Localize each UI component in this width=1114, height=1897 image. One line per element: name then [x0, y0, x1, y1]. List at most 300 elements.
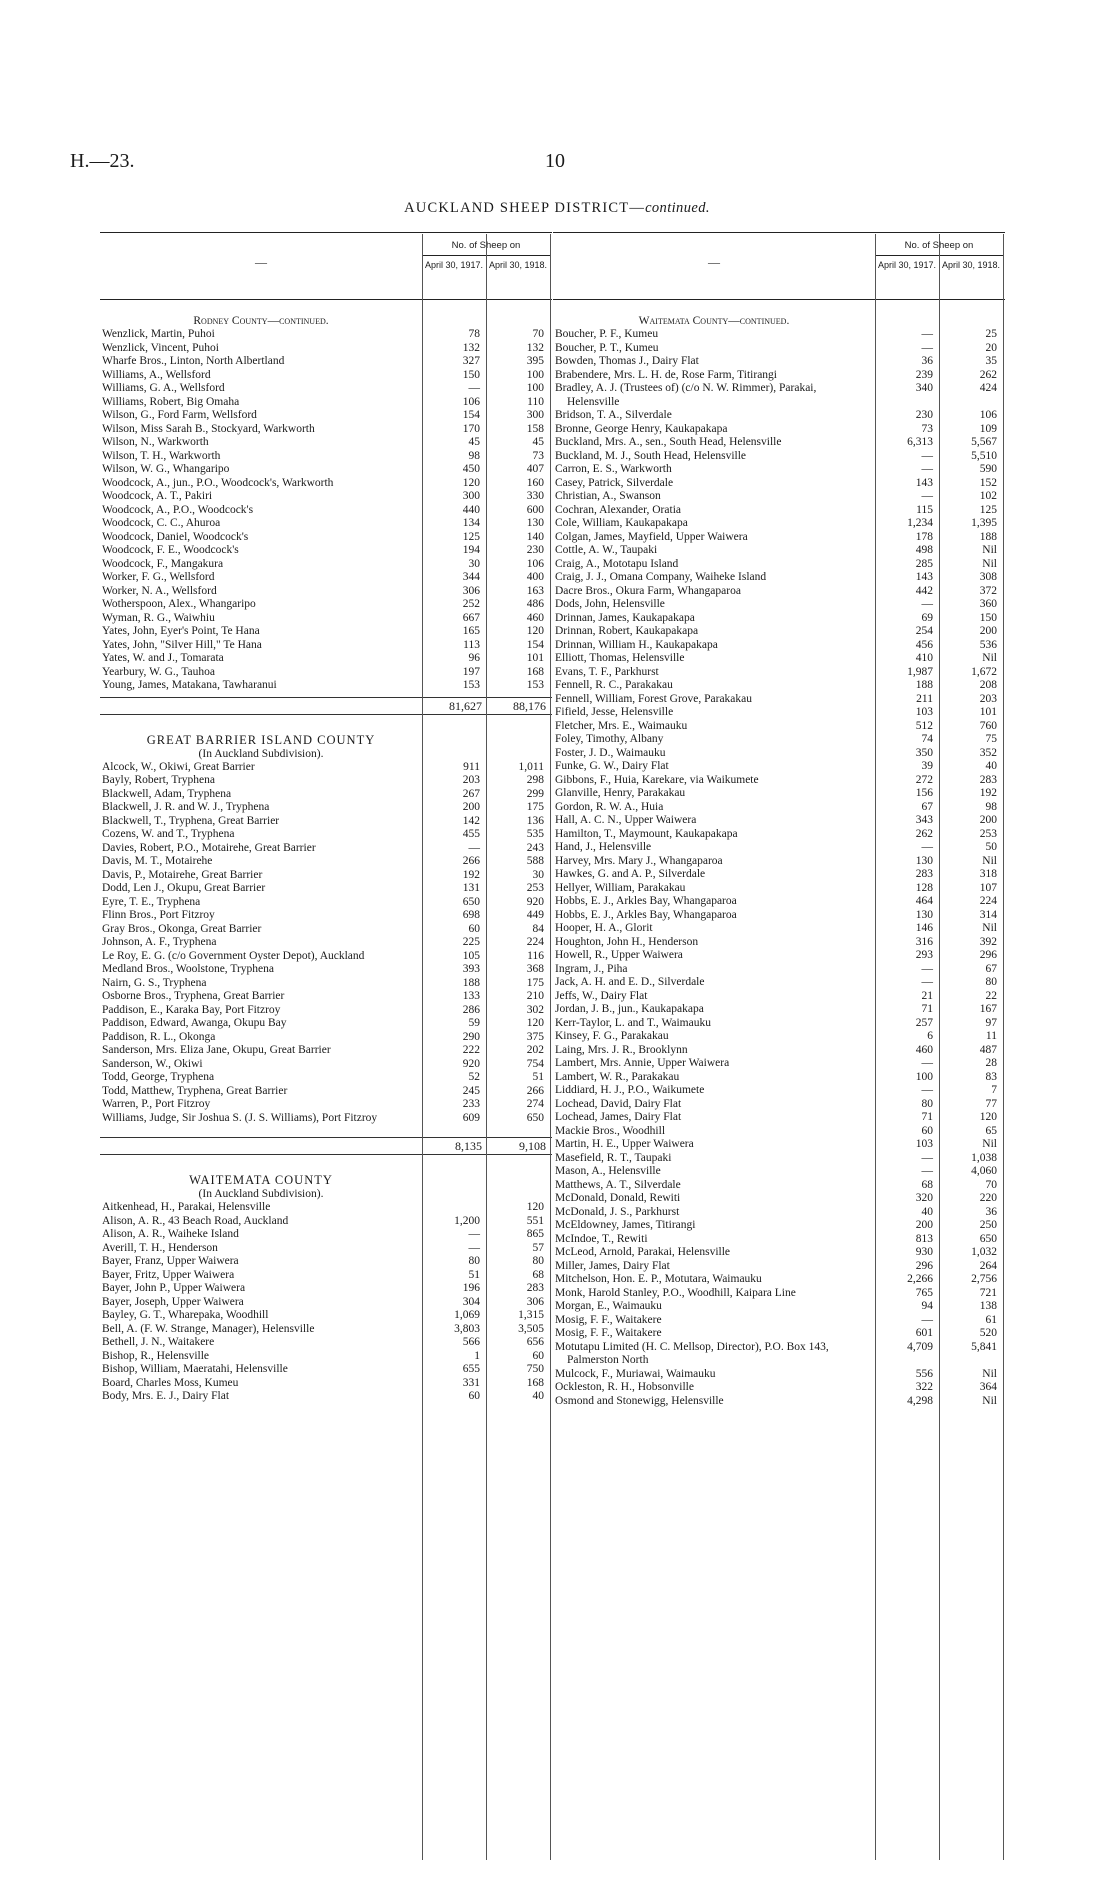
table-row: [553, 706, 1005, 720]
row-name: Aitkenhead, H., Parakai, Helensville: [102, 1201, 271, 1213]
row-1917: —: [921, 1313, 933, 1326]
row-name: Warren, P., Port Fitzroy: [102, 1098, 211, 1110]
row-1918: 920: [526, 895, 544, 908]
table-row: [553, 585, 1005, 599]
table-row: [553, 1030, 1005, 1044]
table-row: [553, 1206, 1005, 1220]
row-name: Blackwell, J. R. and W. J., Tryphena: [102, 801, 270, 813]
row-1918: 283: [979, 773, 997, 786]
row-name: Martin, H. E., Upper Waiwera: [555, 1138, 694, 1150]
table-row: [553, 1017, 1005, 1031]
table-row: [100, 923, 552, 937]
row-1917: 331: [462, 1376, 480, 1389]
row-1917: 96: [468, 652, 480, 664]
total-1917: 8,135: [455, 1139, 482, 1153]
row-1918: 158: [526, 422, 544, 435]
row-1918: Nil: [982, 1394, 997, 1407]
table-body: [553, 300, 1005, 1860]
table-row: [100, 1336, 552, 1350]
row-name: Cochran, Alexander, Oratia: [555, 503, 681, 516]
row-name: Le Roy, E. G. (c/o Government Oyster Depot), Auckland: [102, 949, 365, 962]
row-1917: 133: [462, 990, 480, 1002]
row-1918: 299: [526, 787, 544, 800]
table-row: [100, 1269, 552, 1283]
row-1918: 130: [526, 517, 544, 529]
row-name: Wenzlick, Martin, Puhoi: [102, 328, 215, 340]
row-1918: 1,038: [971, 1151, 997, 1164]
table-row: [553, 760, 1005, 774]
row-name: Howell, R., Upper Waiwera: [555, 949, 683, 961]
row-1917: 440: [462, 503, 480, 516]
row-1917: 911: [463, 760, 480, 773]
row-1918: 650: [979, 1232, 997, 1245]
table-row: [100, 1112, 552, 1126]
row-1917: —: [921, 1165, 933, 1177]
row-name: Jordan, J. B., jun., Kaukapakapa: [555, 1003, 704, 1015]
row-1918: 84: [532, 922, 544, 935]
row-1917: 103: [915, 1138, 933, 1150]
table-row: [553, 990, 1005, 1004]
row-1918: 298: [526, 774, 544, 786]
row-1917: 69: [921, 611, 933, 624]
row-1918: 106: [526, 557, 544, 570]
row-1917: —: [468, 1241, 480, 1254]
row-name: Gordon, R. W. A., Huia: [555, 800, 664, 813]
table-row: [100, 1309, 552, 1323]
row-1918: 407: [526, 463, 544, 475]
table-row: [100, 761, 552, 775]
row-name: Woodcock, Daniel, Woodcock's: [102, 530, 249, 543]
row-name: Bradley, A. J. (Trustees of) (c/o N. W. Rimmer), Parakai, Helensville: [555, 382, 817, 408]
table-row: [553, 814, 1005, 828]
row-1917: 320: [915, 1192, 933, 1204]
table-row: [553, 477, 1005, 491]
row-1918: 220: [979, 1192, 997, 1204]
column-rule: [486, 234, 487, 1860]
row-1918: 11: [985, 1030, 997, 1042]
table-row: [553, 463, 1005, 477]
row-1918: 208: [979, 679, 997, 691]
table-row: [100, 1031, 552, 1045]
row-1917: 142: [462, 814, 480, 827]
row-1917: 67: [921, 800, 933, 813]
row-name: Funke, G. W., Dairy Flat: [555, 760, 669, 772]
row-1918: 535: [526, 828, 544, 840]
row-1917: 60: [468, 922, 480, 935]
row-name: Harvey, Mrs. Mary J., Whangaparoa: [555, 854, 723, 867]
row-1918: 25: [985, 328, 997, 340]
row-name: Boucher, P. F., Kumeu: [555, 328, 659, 340]
row-1918: 536: [979, 638, 997, 651]
row-name: Williams, Judge, Sir Joshua S. (J. S. Williams), Port Fitzroy: [102, 1111, 378, 1124]
row-1918: 73: [532, 449, 544, 462]
row-1918: 760: [979, 719, 997, 732]
table-row: [100, 788, 552, 802]
row-1918: 120: [526, 1017, 544, 1029]
row-name: Wotherspoon, Alex., Whangaripo: [102, 598, 256, 610]
row-1917: 254: [915, 625, 933, 637]
row-1918: 274: [526, 1098, 544, 1110]
table-header: [553, 232, 1005, 300]
table-row: [553, 517, 1005, 531]
row-1917: 115: [916, 503, 933, 516]
section-total: [100, 697, 552, 715]
row-1917: [422, 1201, 486, 1215]
header-col1: April 30, 1917.: [424, 260, 484, 270]
row-1918: 296: [979, 949, 997, 961]
table-row: [553, 1368, 1005, 1382]
row-1917: 556: [915, 1367, 933, 1380]
row-name: Monk, Harold Stanley, P.O., Woodhill, Kaipara Line: [555, 1286, 796, 1299]
column-rule: [1003, 234, 1004, 1860]
table-row: [553, 1233, 1005, 1247]
row-name: Jack, A. H. and E. D., Silverdale: [555, 976, 705, 988]
row-1917: 211: [916, 692, 933, 705]
row-name: Brabendere, Mrs. L. H. de, Rose Farm, Titirangi: [555, 368, 777, 381]
row-name: Lochead, David, Dairy Flat: [555, 1097, 682, 1110]
row-1917: 609: [462, 1111, 480, 1124]
row-1917: 143: [915, 476, 933, 489]
row-name: Woodcock, F. E., Woodcock's: [102, 544, 239, 556]
table-row: [553, 1287, 1005, 1301]
row-name: Woodcock, C. C., Ahuroa: [102, 517, 221, 529]
row-name: Wilson, N., Warkworth: [102, 436, 209, 448]
row-1917: 45: [468, 436, 480, 448]
row-name: Colgan, James, Mayfield, Upper Waiwera: [555, 530, 748, 543]
table-row: [553, 382, 1005, 409]
row-1917: 60: [921, 1124, 933, 1137]
row-name: Bowden, Thomas J., Dairy Flat: [555, 355, 699, 367]
row-name: Alison, A. R., 43 Beach Road, Auckland: [102, 1214, 289, 1227]
table-row: [100, 355, 552, 369]
row-name: Matthews, A. T., Silverdale: [555, 1178, 681, 1191]
row-name: Bayer, Fritz, Upper Waiwera: [102, 1268, 235, 1281]
row-name: Williams, Robert, Big Omaha: [102, 395, 240, 408]
row-1918: 302: [526, 1003, 544, 1016]
row-name: Wyman, R. G., Waiwhiu: [102, 611, 215, 624]
row-1918: 188: [979, 530, 997, 543]
row-1917: 196: [462, 1282, 480, 1294]
table-row: [100, 571, 552, 585]
row-name: Wilson, W. G., Whangaripo: [102, 463, 230, 475]
row-1917: 230: [915, 409, 933, 421]
row-name: Kinsey, F. G., Parakakau: [555, 1030, 669, 1042]
row-name: Boucher, P. T., Kumeu: [555, 341, 659, 354]
row-1917: 60: [468, 1390, 480, 1402]
row-1918: 80: [985, 976, 997, 988]
row-1917: 667: [462, 611, 480, 624]
row-name: Bayer, Franz, Upper Waiwera: [102, 1255, 239, 1267]
table-row: [553, 355, 1005, 369]
row-1917: 286: [462, 1003, 480, 1016]
row-1918: 138: [979, 1300, 997, 1312]
row-1917: 460: [915, 1043, 933, 1056]
row-name: Worker, F. G., Wellsford: [102, 571, 215, 583]
row-name: Bayley, G. T., Wharepaka, Woodhill: [102, 1309, 269, 1321]
row-name: Woodcock, F., Mangakura: [102, 557, 224, 570]
row-1918: 153: [526, 679, 544, 691]
row-name: Hooper, H. A., Glorit: [555, 922, 653, 934]
row-1917: 601: [915, 1327, 933, 1339]
table-row: [100, 855, 552, 869]
row-1918: 107: [979, 881, 997, 894]
row-name: Gray Bros., Okonga, Great Barrier: [102, 922, 262, 935]
row-name: Christian, A., Swanson: [555, 490, 661, 502]
table-row: [553, 693, 1005, 707]
table-row: [100, 504, 552, 518]
table-row: [553, 1084, 1005, 1098]
row-name: Williams, G. A., Wellsford: [102, 382, 225, 394]
row-1917: —: [921, 341, 933, 354]
row-1918: 5,567: [971, 436, 997, 448]
table-row: [553, 1300, 1005, 1314]
row-1917: 283: [915, 868, 933, 880]
row-name: Woodcock, A. T., Pakiri: [102, 490, 213, 502]
table-row: [553, 801, 1005, 815]
row-1917: 125: [462, 530, 480, 543]
header-group: No. of Sheep on: [451, 240, 521, 251]
row-1917: 225: [462, 936, 480, 948]
row-1918: 203: [979, 692, 997, 705]
row-1917: 120: [462, 476, 480, 489]
row-1918: 120: [979, 1111, 997, 1123]
page-number: 10: [545, 150, 565, 172]
table-row: [553, 1003, 1005, 1017]
row-1917: 1,234: [907, 517, 933, 529]
row-1917: 128: [915, 881, 933, 894]
table-row: [100, 1363, 552, 1377]
row-1917: 200: [915, 1219, 933, 1231]
row-name: Bethell, J. N., Waitakere: [102, 1336, 215, 1348]
row-1917: 150: [462, 368, 480, 381]
row-1918: 22: [985, 989, 997, 1002]
row-1917: 272: [915, 773, 933, 786]
row-1918: 101: [526, 652, 544, 664]
row-1917: 1,987: [907, 665, 933, 678]
table-header: [100, 232, 552, 300]
table-row: [100, 1215, 552, 1229]
row-1918: 330: [526, 490, 544, 502]
row-1918: 253: [526, 882, 544, 894]
row-1918: 486: [526, 598, 544, 610]
table-row: [100, 1296, 552, 1310]
row-1918: 1,395: [971, 517, 997, 529]
row-1917: 455: [462, 828, 480, 840]
row-name: Casey, Patrick, Silverdale: [555, 476, 674, 489]
row-1918: 83: [985, 1070, 997, 1083]
row-1918: 106: [979, 409, 997, 421]
row-1918: 100: [526, 382, 544, 394]
row-name: Craig, J. J., Omana Company, Waiheke Island: [555, 571, 767, 583]
table-row: [553, 882, 1005, 896]
table-row: [553, 1381, 1005, 1395]
row-1917: 322: [915, 1381, 933, 1393]
row-1918: 2,756: [971, 1273, 997, 1285]
row-name: Blackwell, Adam, Tryphena: [102, 787, 232, 800]
row-1918: 721: [979, 1286, 997, 1299]
row-name: McIndoe, T., Rewiti: [555, 1232, 648, 1245]
table-row: [100, 531, 552, 545]
table-row: [553, 504, 1005, 518]
row-1918: 202: [526, 1044, 544, 1056]
row-1918: 449: [526, 909, 544, 921]
table-row: [553, 342, 1005, 356]
row-name: Bishop, William, Maeratahi, Helensville: [102, 1363, 288, 1375]
table-row: [100, 625, 552, 639]
row-1918: 60: [532, 1349, 544, 1362]
row-1917: 296: [915, 1259, 933, 1272]
table-row: [553, 679, 1005, 693]
table-row: [553, 909, 1005, 923]
row-1918: 36: [985, 1205, 997, 1218]
row-1917: —: [921, 962, 933, 975]
row-1917: 300: [462, 490, 480, 502]
row-1918: 3,505: [518, 1322, 544, 1335]
row-1918: Nil: [982, 922, 997, 934]
row-name: Davis, M. T., Motairehe: [102, 855, 213, 867]
row-1917: 3,803: [454, 1322, 480, 1335]
row-1917: 252: [462, 598, 480, 610]
row-name: Hellyer, William, Parakakau: [555, 881, 686, 894]
table-row: [553, 1260, 1005, 1274]
table-row: [553, 1138, 1005, 1152]
row-1918: 154: [526, 638, 544, 651]
row-name: Hobbs, E. J., Arkles Bay, Whangaparoa: [555, 895, 737, 907]
row-1917: 285: [915, 557, 933, 570]
row-name: Gibbons, F., Huia, Karekare, via Waikumete: [555, 773, 759, 786]
table-row: [100, 477, 552, 491]
row-1918: 253: [979, 827, 997, 840]
row-1917: 393: [462, 963, 480, 975]
row-name: Hawkes, G. and A. P., Silverdale: [555, 868, 706, 880]
row-name: Paddison, Edward, Awanga, Okupu Bay: [102, 1017, 287, 1029]
row-1917: 51: [468, 1268, 480, 1281]
row-name: Drinnan, James, Kaukapakapa: [555, 611, 695, 624]
section-heading: Rodney County—continued.: [193, 315, 329, 327]
page-id: H.—23.: [70, 150, 135, 172]
row-name: Flinn Bros., Port Fitzroy: [102, 909, 215, 921]
row-name: Eyre, T. E., Tryphena: [102, 895, 201, 908]
row-1918: 152: [979, 476, 997, 489]
table-row: [100, 1228, 552, 1242]
row-1918: 51: [532, 1071, 544, 1083]
row-name: Woodcock, A., jun., P.O., Woodcock's, Warkworth: [102, 476, 334, 489]
table-row: [100, 544, 552, 558]
row-1917: 410: [915, 652, 933, 664]
row-1917: 813: [915, 1232, 933, 1245]
row-1917: 1: [474, 1349, 480, 1362]
row-1918: 865: [526, 1228, 544, 1240]
row-1918: 424: [979, 382, 997, 394]
table-row: [100, 1058, 552, 1072]
row-name: Dodd, Len J., Okupu, Great Barrier: [102, 882, 266, 894]
row-name: Osborne Bros., Tryphena, Great Barrier: [102, 990, 285, 1002]
table-row: [100, 652, 552, 666]
row-1918: 300: [526, 409, 544, 421]
row-1917: 2,266: [907, 1273, 933, 1285]
table-row: [553, 976, 1005, 990]
row-1917: —: [921, 490, 933, 502]
row-1918: 65: [985, 1124, 997, 1137]
row-1917: 36: [921, 355, 933, 367]
row-1917: 343: [915, 814, 933, 826]
row-1918: 80: [532, 1255, 544, 1267]
table-row: [553, 1152, 1005, 1166]
row-1918: 5,841: [971, 1340, 997, 1353]
table-row: [553, 1179, 1005, 1193]
table-row: [553, 1341, 1005, 1368]
row-1918: 392: [979, 935, 997, 948]
table-row: [553, 1071, 1005, 1085]
table-row: [553, 963, 1005, 977]
row-1918: 175: [526, 801, 544, 813]
table-row: [100, 423, 552, 437]
row-1918: 163: [526, 584, 544, 597]
row-1918: 167: [979, 1003, 997, 1015]
table-row: [553, 1125, 1005, 1139]
row-1918: 168: [526, 1376, 544, 1389]
row-1918: 67: [985, 962, 997, 975]
row-1918: 7: [991, 1084, 997, 1096]
row-1918: 116: [527, 949, 544, 962]
row-1917: 306: [462, 584, 480, 597]
row-1917: 146: [915, 922, 933, 934]
row-1918: 1,672: [971, 665, 997, 678]
row-name: Dods, John, Helensville: [555, 598, 665, 610]
row-1918: 262: [979, 368, 997, 381]
row-1918: 98: [985, 800, 997, 813]
row-1918: 192: [979, 787, 997, 799]
row-1917: —: [468, 1228, 480, 1240]
table-row: [100, 1377, 552, 1391]
row-name: Drinnan, William H., Kaukapakapa: [555, 638, 718, 651]
row-name: Dacre Bros., Okura Farm, Whangaparoa: [555, 584, 741, 597]
row-1918: 136: [526, 814, 544, 827]
row-name: Alison, A. R., Waiheke Island: [102, 1228, 239, 1240]
table-row: [100, 1004, 552, 1018]
row-1918: 1,011: [518, 760, 544, 773]
left-column: [100, 232, 552, 1860]
row-name: Young, James, Matakana, Tawharanui: [102, 679, 277, 691]
table-row: [100, 342, 552, 356]
table-row: [553, 1098, 1005, 1112]
table-row: [553, 936, 1005, 950]
row-1917: 6,313: [907, 436, 933, 448]
row-1917: 233: [462, 1098, 480, 1110]
row-1918: 200: [979, 814, 997, 826]
row-name: Motutapu Limited (H. C. Mellsop, Director), P.O. Box 143, Palmerston North: [555, 1340, 829, 1366]
row-1918: 4,060: [971, 1165, 997, 1177]
row-1918: 650: [526, 1111, 544, 1124]
row-1918: 230: [526, 544, 544, 556]
row-name: Wilson, Miss Sarah B., Stockyard, Warkworth: [102, 422, 315, 435]
table-row: [553, 1192, 1005, 1206]
row-1917: 262: [915, 827, 933, 840]
table-row: [100, 990, 552, 1004]
row-name: Bayer, Joseph, Upper Waiwera: [102, 1295, 244, 1308]
row-1917: 106: [462, 395, 480, 408]
row-1917: 203: [462, 774, 480, 786]
row-1917: 71: [921, 1111, 933, 1123]
table-row: [100, 1350, 552, 1364]
table-row: [100, 909, 552, 923]
table-row: [100, 463, 552, 477]
section-subheading: (In Auckland Subdivision).: [198, 747, 324, 760]
table-row: [100, 1044, 552, 1058]
row-name: Body, Mrs. E. J., Dairy Flat: [102, 1390, 230, 1402]
row-name: Sanderson, W., Okiwi: [102, 1057, 203, 1070]
row-1918: 45: [532, 436, 544, 448]
